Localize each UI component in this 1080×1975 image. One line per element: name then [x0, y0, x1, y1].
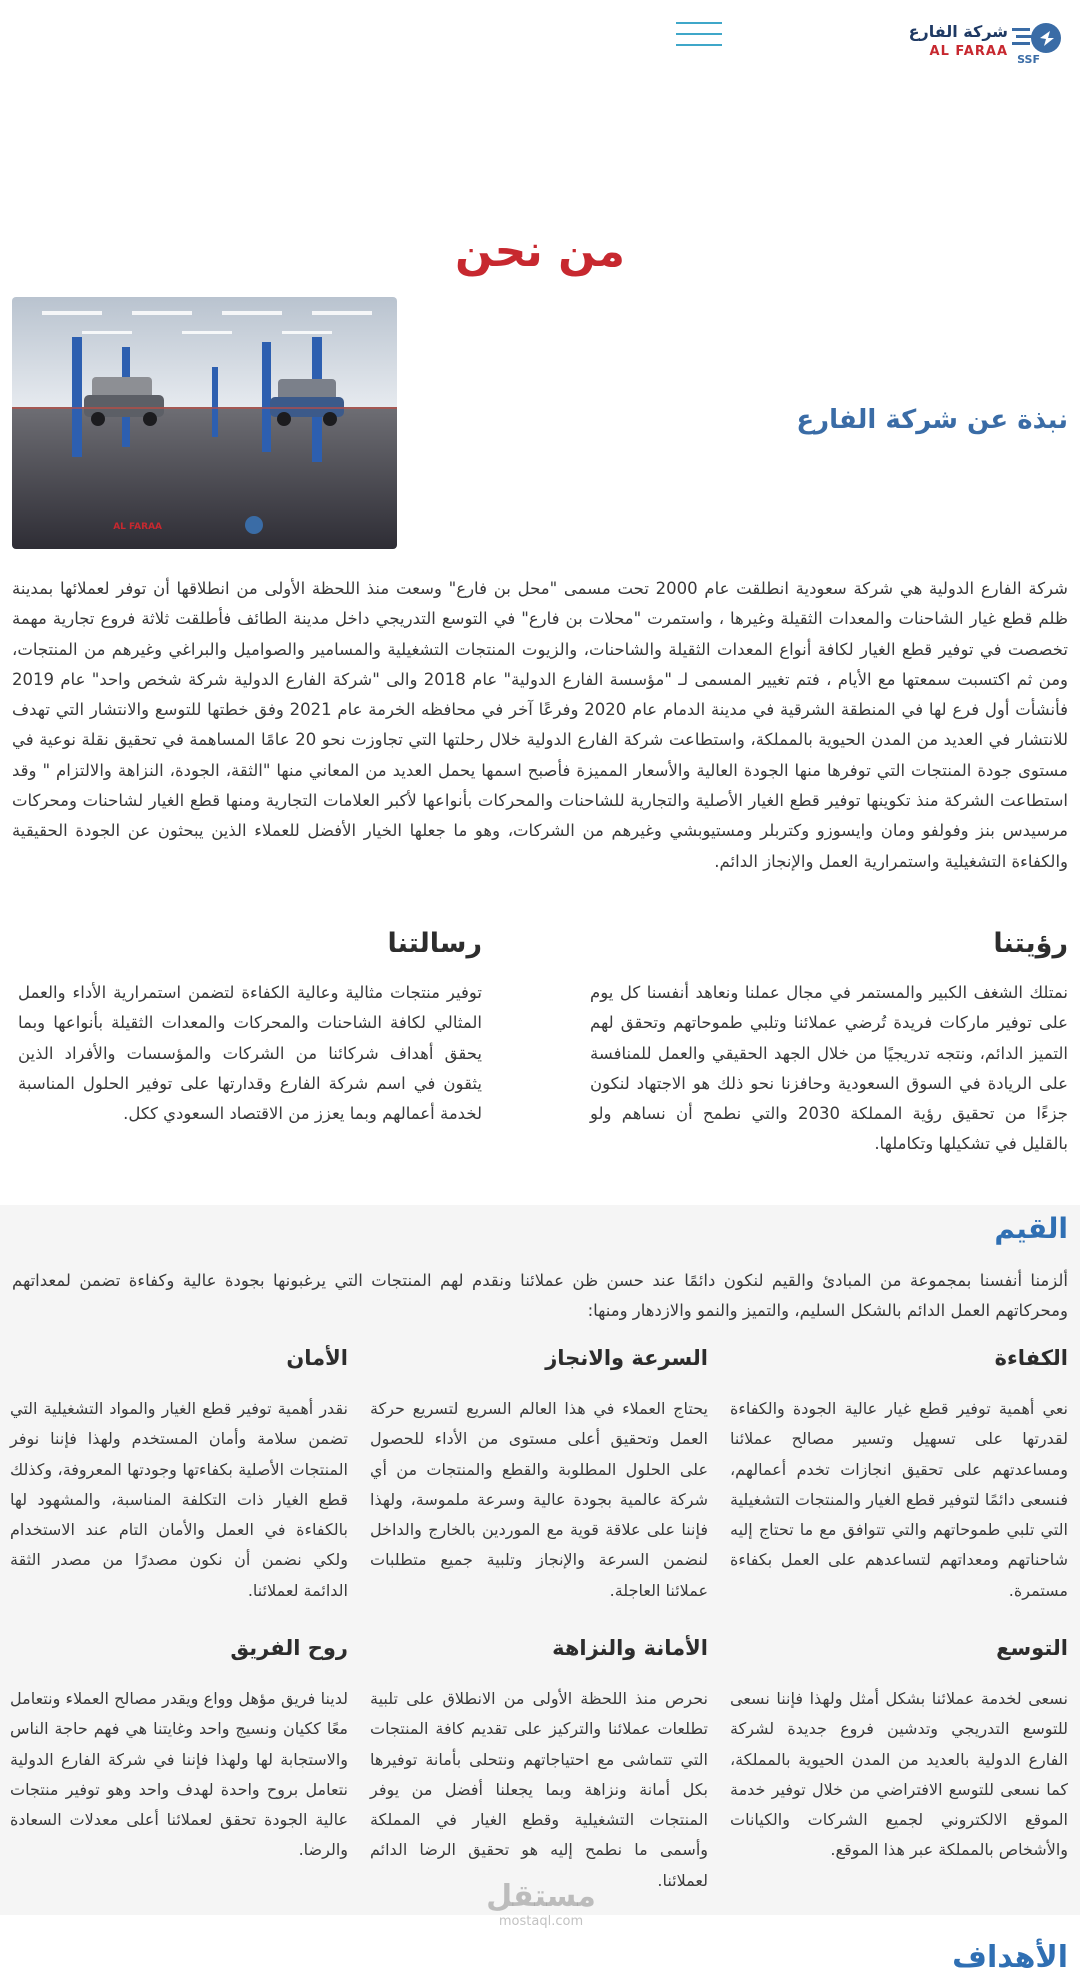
value-title-integrity: الأمانة والنزاهة: [552, 1636, 708, 1660]
value-title-speed: السرعة والانجاز: [545, 1346, 708, 1370]
value-text-expansion: نسعى لخدمة عملائنا بشكل أمثل ولهذا فإننا نسعى للتوسع التدريجي وتدشين فروع جديدة لشركة الفارع الدولية بالعديد من المدن الحيوية بالمملكة، كما نسعى للتوسع الافتراضي من خلال توفير خدمة الموقع الالكتروني لجميع الشركات والكيانات والأشخاص بالمملكة عبر هذا الموقع.: [730, 1689, 1068, 1860]
value-title-efficiency: الكفاءة: [994, 1346, 1068, 1370]
mission-text: توفير منتجات مثالية وعالية الكفاءة لتضمن استمرارية الأداء والعمل المثالي لكافة الشاحنات والمحركات والمعدات الثقيلة بأنواعها وبما يحقق أهداف شركائنا من الشركات والمؤسسات والأفراد الذين يثقون في اسم شركة الفارع وقدارتها على توفير الحلول المناسبة لخدمة أعمالهم وبما يعزز من الاقتصاد السعودي ككل.: [18, 983, 482, 1124]
watermark-url: mostaql.com: [498, 1914, 584, 1929]
watermark: [476, 1880, 606, 1930]
value-title-expansion: التوسع: [996, 1636, 1068, 1660]
image-logo-text: AL FARAA: [113, 522, 162, 532]
logo-mark-text: SSF: [1017, 53, 1040, 64]
about-title: من نحن: [455, 226, 625, 277]
logo-arabic-text: شركة الفارع: [908, 22, 1008, 41]
mission-title: رسالتنا: [387, 928, 482, 959]
logo-english-text: AL FARAA: [929, 44, 1008, 59]
vision-text: نمتلك الشغف الكبير والمستمر في مجال عملنا ونعاهد أنفسنا كل يوم على توفير ماركات فريدة تُرضي عملائنا وتلبي طموحاتهم وتحقق لهم التميز الدائم، ونتجه تدريجيًا من خلال الجهد الحقيقي والعمل للمنافسة على الريادة في السوق السعودية وحافزنا نحو ذلك هو الاجتهاد لنكون جزءًا من تحقيق رؤية المملكة 2030 والتي نطمح أن نساهم ولو بالقليل في تشكيلها وتكاملها.: [590, 983, 1068, 1154]
value-text-teamwork: لدينا فريق مؤهل وواع ويقدر مصالح العملاء ونتعامل معًا ككيان ونسيج واحد وغايتنا هي فهم حاجة الناس والاستجابة لها ولهذا فإننا في شركة الفارع الدولية نتعامل بروح واحدة لهدف واحد وهو توفير منتجات عالية الجودة تحقق لعملائنا أعلى معدلات السعادة والرضا.: [10, 1689, 348, 1860]
value-text-efficiency: نعي أهمية توفير قطع غيار عالية الجودة والكفاءة لقدرتها على تسهيل وتسير مصالح عملائنا ومساعدتهم على تحقيق انجازات تخدم أعمالهم، فنسعى دائمًا لتوفير قطع الغيار والمنتجات التشغيلية التي تلبي طموحاتهم والتي تتوافق مع ما تحتاج إليه شاحناتهم ومعداتهم لتساعدهم على العمل بكفاءة مستمرة.: [730, 1399, 1068, 1600]
goals-title: الأهداف: [952, 1940, 1068, 1975]
site-logo[interactable]: [908, 18, 1068, 66]
value-text-safety: نقدر أهمية توفير قطع الغيار والمواد التشغيلية التي تضمن سلامة وأمان المستخدم ولهذا فإننا نوفر المنتجات الأصلية بكفاءتها وجودتها المعروفة، وكذلك قطع الغيار ذات التكلفة المناسبة، والمشهود لها بالكفاءة في العمل والأمان التام عند الاستخدام ولكي نضمن أن نكون مصدرًا من مصدر الثقة الدائمة لعملائنا.: [10, 1399, 348, 1600]
value-title-safety: الأمان: [286, 1346, 348, 1370]
about-subtitle: نبذة عن شركة الفارع: [796, 405, 1068, 435]
hamburger-menu-icon[interactable]: [676, 22, 722, 50]
values-intro: ألزمنا أنفسنا بمجموعة من المبادئ والقيم لنكون دائمًا عند حسن ظن عملائنا ونقدم لهم المنتجات التي يرغبونها بجودة عالية وكفاءة تضمن لمعداتهم ومحركاتهم العمل الدائم بالشكل السليم، والتميز والنمو والازدهار ومنها:: [12, 1271, 1068, 1321]
workshop-image: [12, 297, 397, 549]
logo-mark-icon: [1010, 18, 1064, 64]
values-title: القيم: [994, 1212, 1068, 1245]
site-header: [0, 0, 1080, 80]
value-text-integrity: نحرص منذ اللحظة الأولى من الانطلاق على تلبية تطلعات عملائنا والتركيز على تقديم كافة المنتجات التي تتماشى مع احتياجاتهم ونتحلى بأمانة توفيرها بكل أمانة ونزاهة وبما يجعلنا أفضل من يوفر المنتجات التشغيلية وقطع الغيار في المملكة وأسمى ما نطمح إليه هو تحقيق الرضا الدائم لعملائنا.: [370, 1689, 708, 1890]
about-paragraph: شركة الفارع الدولية هي شركة سعودية انطلقت عام 2000 تحت مسمى "محل بن فارع" وسعت منذ اللحظة الأولى من انطلاقها أن توفر لعملائها بمدينة ظلم قطع غيار الشاحنات والمعدات الثقيلة وغيرها ، واستمرت "محلات بن فارع" في التوسع التدريجي داخل مدينة الطائف فأطلقت ثلاثة فروع تجارية مهمة تخصصت في توفير قطع الغيار لكافة أنواع المعدات الثقيلة والشاحنات، والزيوت المنتجات التشغيلية والمسامير والصواميل والبراغي وغيرهم من المنتجات، ومن ثم اكتسبت سمعتها مع الأيام ، فتم تغيير المسمى لـ "مؤسسة الفارع الدولية" عام 2018 والى "شركة الفارع الدولية شركة شخص واحد" عام 2019 فأنشأت أول فرع لها في المنطقة الشرقية في مدينة الدمام عام 2020 وفرعًا آخر في محافظه الخرمة عام 2021 وفق خطتها للتوسع والانتشار التي تهدف للانتشار في العديد من المدن الحيوية بالمملكة، واستطاعت شركة الفارع الدولية خلال رحلتها التي تجاوزت نحو 20 عامًا المساهمة في تحقيق نقلة نوعية في مستوى جودة المنتجات التي توفرها منها الجودة العالية والأسعار المميزة فأصبح اسمها يحمل العديد من المعاني منها "الثقة، الجودة، النزاهة والالتزام " وقد استطاعت الشركة منذ تكوينها توفير قطع الغيار الأصلية والتجارية للشاحنات والمحركات بأنواعها لأكبر العلامات التجارية ومنها قطع الغيار لشاحنات ومحركات مرسيدس بنز وفولفو ومان وايسوزو وكتربلر ومستيوبشي وغيرهم من الشركات، وهو ما جعلها الخيار الأفضل للعملاء الذين يبحثون عن الجودة الحقيقية والكفاءة التشغيلية واستمرارية العمل والإنجاز الدائم.: [12, 579, 1069, 871]
vision-title: رؤيتنا: [993, 928, 1068, 959]
value-text-speed: يحتاج العملاء في هذا العالم السريع لتسريع حركة العمل وتحقيق أعلى مستوى من الأداء للحصول على الحلول المطلوبة والقطع والمنتجات من أي شركة عالمية بجودة عالية وسرعة ملموسة، ولهذا فإننا على علاقة قوية مع الموردين بالخارج والداخل لنضمن السرعة والإنجاز وتلبية جميع متطلبات عملائنا العاجلة.: [370, 1399, 708, 1600]
value-title-teamwork: روح الفريق: [230, 1636, 348, 1660]
watermark-arabic: مستقل: [486, 1879, 596, 1914]
